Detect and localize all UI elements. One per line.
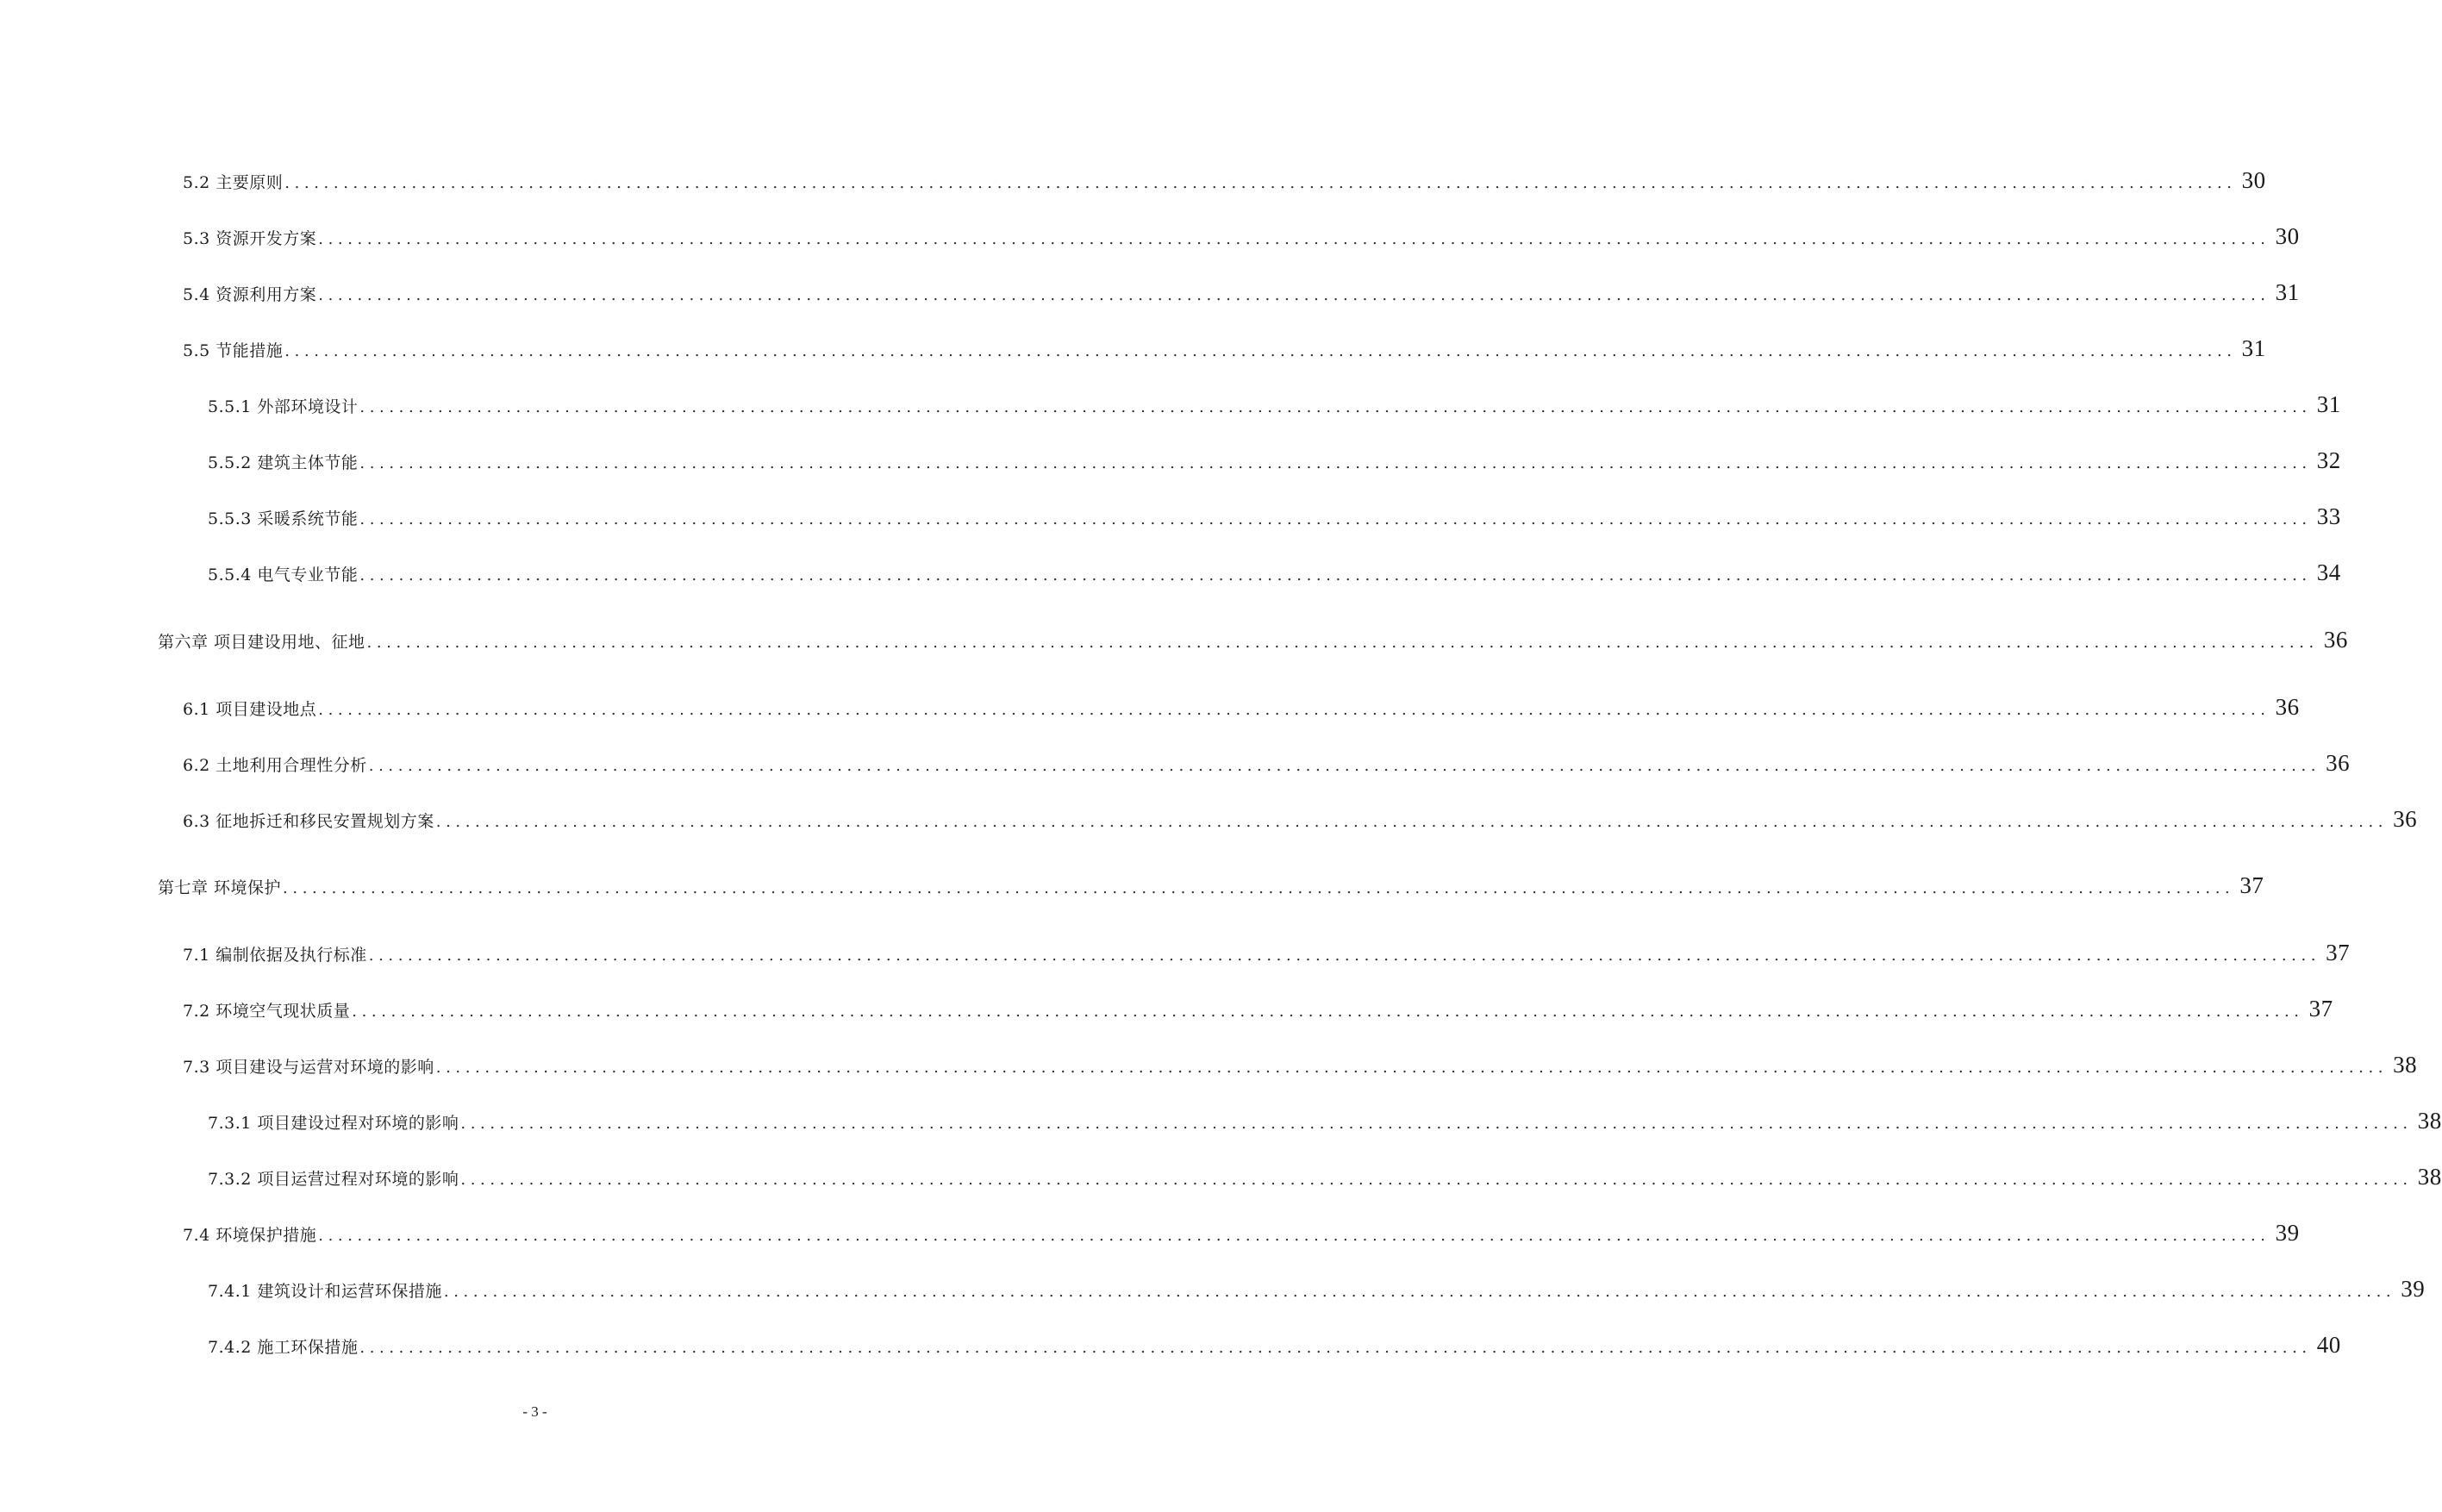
toc-entry-title: 5.2 主要原则 [183,173,284,192]
toc-entry[interactable] [208,387,2341,422]
dot-leader: ........................................................................................................................................................................................................ [284,342,2237,360]
toc-entry[interactable] [208,1103,2442,1138]
toc-entry[interactable] [208,499,2341,534]
dot-leader: ........................................................................................................................................................................................................ [284,174,2237,192]
toc-page-number: 38 [2417,1164,2442,1190]
dot-leader: ........................................................................................................................................................................................................ [283,879,2235,897]
toc-entry-title: 6.2 土地利用合理性分析 [183,756,367,775]
toc-page-number: 31 [2275,279,2300,305]
toc-page-number: 31 [2316,391,2341,417]
dot-leader: ........................................................................................................................................................................................................ [460,1171,2413,1189]
toc-entry[interactable] [208,555,2341,590]
toc-page-number: 31 [2241,335,2266,361]
toc-entry-title: 7.3 项目建设与运营对环境的影响 [183,1058,434,1077]
dot-leader: ........................................................................................................................................................................................................ [318,1227,2270,1245]
toc-page-number: 37 [2239,872,2264,898]
dot-leader: ........................................................................................................................................................................................................ [435,1059,2389,1077]
toc-entry[interactable] [183,1047,2418,1082]
toc-entry[interactable] [183,1215,2300,1250]
dot-leader: ........................................................................................................................................................................................................ [318,230,2270,248]
toc-entry[interactable] [208,1328,2341,1362]
toc-entry[interactable] [183,331,2266,366]
toc-entry[interactable] [183,690,2300,724]
dot-leader: ........................................................................................................................................................................................................ [368,757,2321,775]
toc-entry-title: 第六章 项目建设用地、征地 [158,633,365,652]
toc-page-number: 34 [2316,559,2341,585]
toc-page-number: 39 [2401,1276,2426,1302]
dot-leader: ........................................................................................................................................................................................................ [460,1115,2413,1133]
dot-leader: ........................................................................................................................................................................................................ [359,454,2312,472]
toc-entry[interactable] [183,746,2351,780]
toc-entry-title: 7.4 环境保护措施 [183,1226,317,1245]
dot-leader: ........................................................................................................................................................................................................ [359,510,2312,528]
toc-page-number: 36 [2275,694,2300,720]
toc-page-number: 37 [2308,996,2333,1022]
toc-page-number: 36 [2326,750,2351,776]
dot-leader: ........................................................................................................................................................................................................ [359,398,2312,416]
toc-entry[interactable] [208,443,2341,478]
toc-page-number: 32 [2316,447,2341,473]
toc-page-number: 30 [2241,167,2266,193]
toc-entry[interactable] [208,1159,2442,1194]
toc-page-number: 38 [2393,1052,2418,1078]
toc-entry-title: 7.4.2 施工环保措施 [208,1338,359,1357]
dot-leader: ........................................................................................................................................................................................................ [368,947,2321,965]
toc-chapter-entry[interactable] [158,622,2348,657]
toc-page-number: 38 [2417,1108,2442,1134]
dot-leader: ........................................................................................................................................................................................................ [359,566,2312,584]
dot-leader: ........................................................................................................................................................................................................ [318,701,2270,719]
toc-entry-title: 5.5.4 电气专业节能 [208,565,359,584]
toc-entry[interactable] [183,275,2300,309]
toc-entry-title: 6.1 项目建设地点 [183,700,317,719]
toc-entry-title: 7.3.1 项目建设过程对环境的影响 [208,1114,459,1133]
toc-entry-title: 7.1 编制依据及执行标准 [183,946,367,965]
toc-chapter-entry[interactable] [158,868,2264,903]
toc-entry[interactable] [183,935,2351,970]
toc-entry-title: 7.3.2 项目运营过程对环境的影响 [208,1170,459,1189]
toc-page-number: 36 [2323,627,2348,653]
dot-leader: ........................................................................................................................................................................................................ [366,634,2319,652]
dot-leader: ........................................................................................................................................................................................................ [352,1003,2304,1021]
toc-entry-title: 7.4.1 建筑设计和运营环保措施 [208,1282,442,1301]
page-number-footer: - 3 - [522,1403,547,1420]
toc-entry-title: 6.3 征地拆迁和移民安置规划方案 [183,812,434,831]
toc-entry[interactable] [183,802,2418,836]
dot-leader: ........................................................................................................................................................................................................ [318,286,2270,304]
toc-entry-title: 5.5.1 外部环境设计 [208,397,359,416]
toc-entry[interactable] [183,991,2333,1026]
toc-entry-title: 5.3 资源开发方案 [183,229,317,248]
toc-entry[interactable] [183,219,2300,253]
dot-leader: ........................................................................................................................................................................................................ [435,813,2389,831]
dot-leader: ........................................................................................................................................................................................................ [359,1339,2312,1357]
toc-entry-title: 7.2 环境空气现状质量 [183,1002,351,1021]
toc-entry-title: 5.4 资源利用方案 [183,285,317,304]
toc-entry[interactable] [183,163,2266,197]
toc-page-number: 30 [2275,223,2300,249]
toc-page-number: 33 [2316,503,2341,529]
toc-entry[interactable] [208,1271,2426,1306]
dot-leader: ........................................................................................................................................................................................................ [443,1283,2396,1301]
toc-entry-title: 5.5 节能措施 [183,341,284,360]
toc-entry-title: 5.5.3 采暖系统节能 [208,509,359,528]
toc-page-number: 39 [2275,1220,2300,1246]
toc-page-number: 37 [2326,940,2351,965]
toc-page-number: 40 [2316,1332,2341,1358]
toc-entry-title: 第七章 环境保护 [158,878,282,897]
toc-page-number: 36 [2393,806,2418,832]
toc-entry-title: 5.5.2 建筑主体节能 [208,453,359,472]
